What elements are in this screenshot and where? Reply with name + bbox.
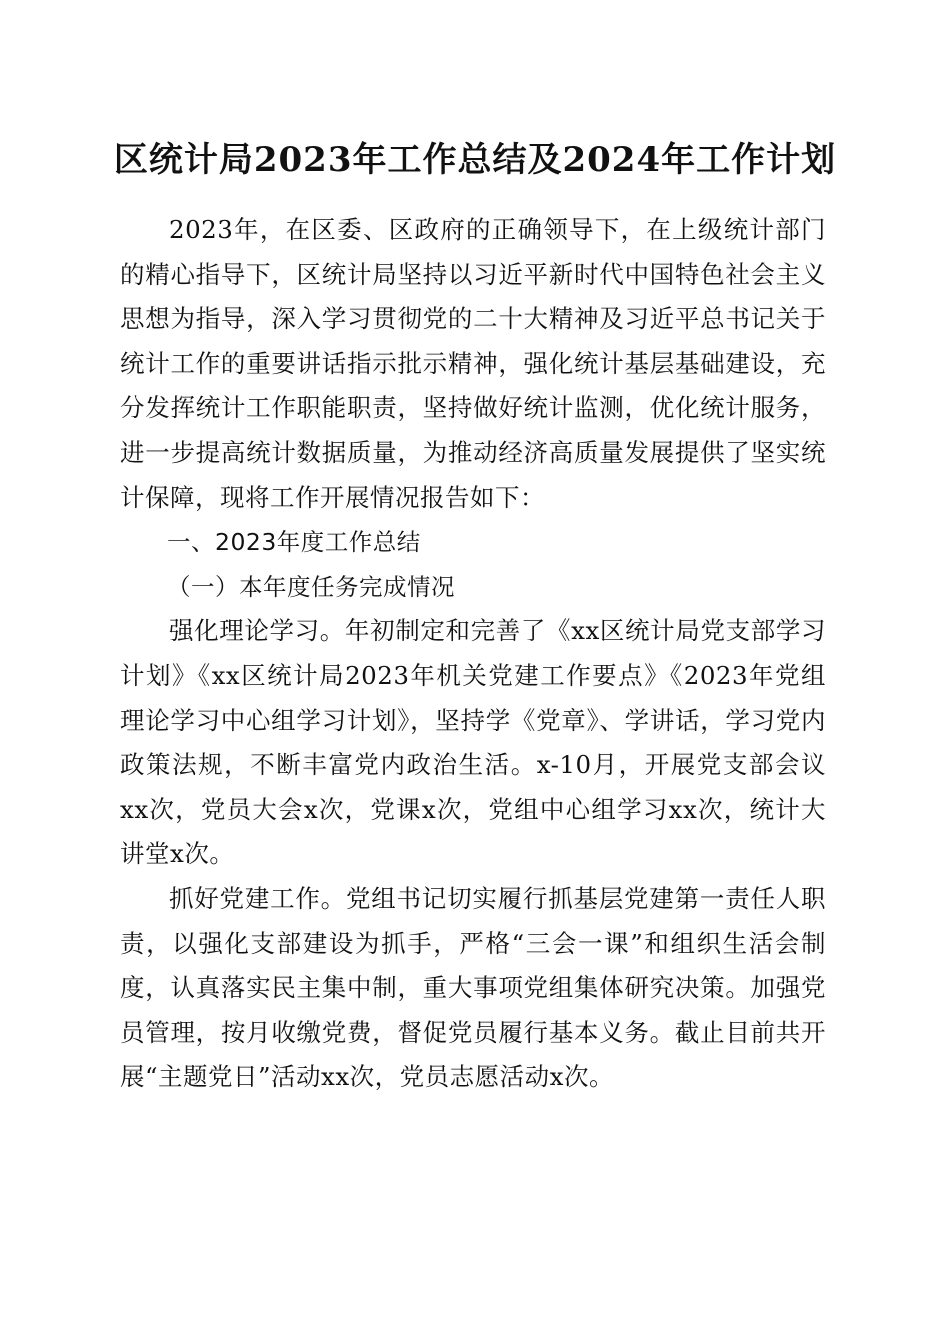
document-title: 区统计局2023年工作总结及2024年工作计划 xyxy=(113,140,837,180)
party-building-paragraph: 抓好党建工作。党组书记切实履行抓基层党建第一责任人职责，以强化支部建设为抓手，严格“三会一课”和组织生活会制度，认真落实民主集中制，重大事项党组集体研究决策。加强党员管理，按月收缴党费，督促党员履行基本义务。截止目前共开展“主题党日”活动xx次，党员志愿活动x次。 xyxy=(120,883,826,1092)
intro-paragraph: 2023年，在区委、区政府的正确领导下，在上级统计部门的精心指导下，区统计局坚持以习近平新时代中国特色社会主义思想为指导，深入学习贯彻党的二十大精神及习近平总书记关于统计工作的重要讲话指示批示精神，强化统计基层基础建设，充分发挥统计工作职能职责，坚持做好统计监测，优化统计服务，进一步提高统计数据质量，为推动经济高质量发展提供了坚实统计保障，现将工作开展情况报告如下： xyxy=(120,215,826,512)
theory-study-paragraph: 强化理论学习。年初制定和完善了《xx区统计局党支部学习计划》《xx区统计局2023年机关党建工作要点》《2023年党组理论学习中心组学习计划》，坚持学《党章》、学讲话，学习党内政策法规，不断丰富党内政治生活。x-10月，开展党支部会议xx次，党员大会x次，党课x次，党组中心组学习xx次，统计大讲堂x次。 xyxy=(120,616,826,869)
section-heading: 一、2023年度工作总结 xyxy=(167,528,421,557)
subsection-heading: （一）本年度任务完成情况 xyxy=(167,572,455,601)
document-body xyxy=(120,208,826,1100)
